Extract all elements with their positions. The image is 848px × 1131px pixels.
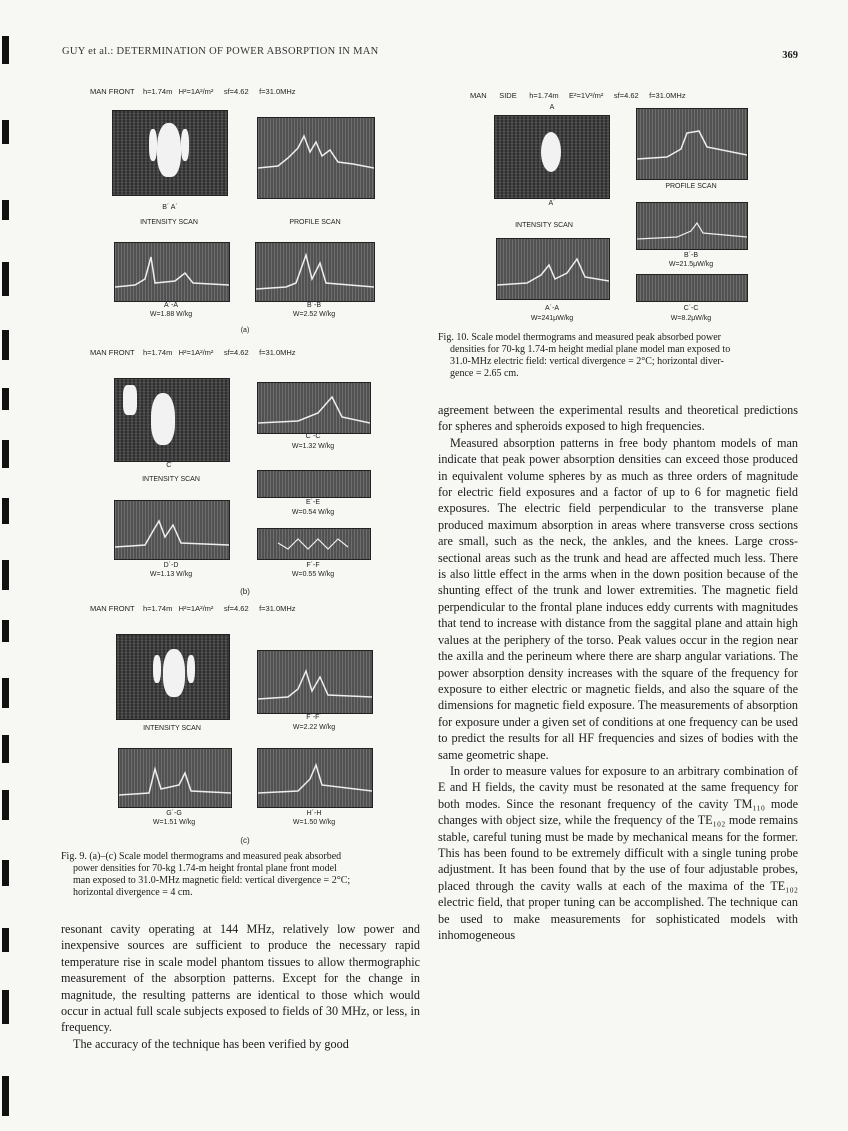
fig9c-intensity-thermogram [116,634,230,720]
fig9b-cc-value: W=1.32 W/kg [291,443,335,450]
fig10-a-bottom-label: A´ [548,200,556,207]
fig9a-bb-thermogram [255,242,375,302]
fig9b-ee-value: W=0.54 W/kg [291,509,335,516]
fig9c-intensity-label: INTENSITY SCAN [143,725,201,732]
fig10-cc-thermogram [636,274,748,302]
paragraph: In order to measure values for exposure to an arbitrary combination of E and H fields, the cavity must be resonated at the same frequency for both modes. Since the resonant frequency of the cavity TM₁₁₀ mode changes with object size, while the frequency of the TE₁₀₂ mode remains stable, careful tuning must be made by mechanical means for the former. This has been found to be extremely difficult with a single tuning probe adjustment. It has been found that by the use of four adjustable probes, placed through the cavity walls at each of the maxima of the TE₁₀₂ electric field, that proper tuning can be accomplished. The technique can be used to make measurements for sophisticated models with inhomogeneous [438,763,798,942]
fig9c-hh-value: W=1.50 W/kg [292,819,336,826]
fig9c-header: MAN FRONT h=1.74m H²=1A²/m² sf=4.62 f=31.0MHz [90,604,296,613]
fig9a-aa-value: W=1.88 W/kg [149,311,193,318]
paragraph: agreement between the experimental results and theoretical predictions for spheres and spheroids exposed to high frequencies. [438,403,798,434]
fig9c-ff-value: W=2.22 W/kg [292,724,336,731]
fig9c-gg-line: G´-G [166,810,182,817]
fig10-aa-line: A´-A [545,305,559,312]
fig9b-dd-thermogram [114,500,230,560]
fig10-aa-value: W=241μW/kg [530,315,574,322]
fig9a-ba-label: B´ A´ [162,204,178,211]
fig10-cc-line: C´-C [683,305,699,312]
page-number: 369 [782,50,798,61]
fig9a-panel-label: (a) [240,327,250,334]
fig10-header: MAN SIDE h=1.74m E²=1V²/m² sf=4.62 f=31.0MHz [470,91,686,100]
fig10-intensity-thermogram [494,115,610,199]
fig9a-intensity-thermogram [112,110,228,196]
fig9a-aa-thermogram [114,242,230,302]
fig9a-header: MAN FRONT h=1.74m H²=1A²/m² sf=4.62 f=31.0MHz [90,87,296,96]
fig9a-bb-line: B´-B [307,302,321,309]
fig9a-bb-value: W=2.52 W/kg [292,311,336,318]
fig9c-panel-label: (c) [240,836,250,845]
fig9b-cc-line: C´-C [305,433,321,440]
fig9b-ff-thermogram [257,528,371,560]
fig9b-dd-line: D´-D [163,562,179,569]
running-head: GUY et al.: DETERMINATION OF POWER ABSORPTION IN MAN [62,46,379,57]
figure-10-caption: Fig. 10. Scale model thermograms and measured peak absorbed power densities for 70-kg 1.74-m height medial plane model man exposed to 31.0-MHz electric field: vertical divergence = 2°C; horizontal diver- gence = 2.65 cm. [438,332,731,379]
fig9c-ff-line: F´-F´ [306,714,322,721]
fig9a-aa-line: A´-A [164,302,178,309]
fig9b-header: MAN FRONT h=1.74m H²=1A²/m² sf=4.62 f=31.0MHz [90,348,296,357]
fig9b-ee-line: E´-E [306,499,320,506]
right-column-text [438,402,798,943]
fig9a-intensity-label: INTENSITY SCAN [140,219,198,226]
fig10-a-top-label: A [549,104,555,111]
fig9c-hh-thermogram [257,748,373,808]
fig10-bb-value: W=21.5μW/kg [668,261,714,268]
fig9b-dd-value: W=1.13 W/kg [149,571,193,578]
fig10-intensity-label: INTENSITY SCAN [515,222,573,229]
fig9b-intensity-thermogram [114,378,230,462]
fig10-aa-thermogram [496,238,610,300]
paragraph: Measured absorption patterns in free body phantom models of man indicate that peak power absorption densities can exceed those produced in equivalent volume spheres by as much as three orders of magnitude for electric field exposures and a factor of up to 6 for magnetic field exposures. The electric field perpendicular to the transverse plane produced maximum absorption in areas where transverse cross sections are small, such as the neck, the ankles, and the knees. Large cross-sectional areas such as the trunk and head are affected much less. There is also little effect in the arms when in the down position because of the shunting effect of the trunk and lower extremities. The magnetic field perpendicular to the frontal plane induces eddy currents with magnitudes that tend to increase with distance from the saggital plane and attain high values at the periphery of the torso. Peak values occur in the region near the axilla and the perineum where there are sharp angular variations. The power absorption density increases with the square of the frequency for exposure to either electric or magnetic fields, and also the square of the dimensions for magnetic field exposure. The measurements of absorption for exposure under a given set of conditions at one frequency can be used to predict the results for all HF frequencies and sizes of bodies with the same geometric shape. [438,435,798,762]
fig9c-ff-thermogram [257,650,373,714]
fig9b-cc-thermogram [257,382,371,434]
fig10-profile-label: PROFILE SCAN [665,183,717,190]
paragraph: The accuracy of the technique has been verified by good [73,1036,349,1051]
fig9c-gg-thermogram [118,748,232,808]
fig9c-hh-line: H´-H [306,810,322,817]
fig9b-ff-value: W=0.55 W/kg [291,571,335,578]
fig9b-ee-thermogram [257,470,371,498]
fig10-cc-value: W=8.2μW/kg [670,315,712,322]
fig10-bb-line: B´-B [684,252,698,259]
left-column-text [61,921,420,1052]
fig9b-c-label: C´ [166,462,174,469]
fig9b-ff-line: F´-F [306,562,320,569]
fig9b-panel-label: (b) [240,587,250,596]
fig9a-profile-thermogram [257,117,375,199]
figure-9-caption: Fig. 9. (a)–(c) Scale model thermograms and measured peak absorbed power densities for 70-kg 1.74-m height frontal plane front model man exposed to 31.0-MHz magnetic field: vertical divergence = 2°C; horizontal divergence = 4 cm. [61,851,351,898]
fig10-profile-thermogram [636,108,748,180]
fig9c-gg-value: W=1.51 W/kg [152,819,196,826]
fig10-bb-thermogram [636,202,748,250]
fig9a-profile-label: PROFILE SCAN [289,219,341,226]
fig9b-intensity-label: INTENSITY SCAN [142,476,200,483]
paragraph: resonant cavity operating at 144 MHz, relatively low power and inexpensive sources are sufficient to produce the necessary rapid temperature rise in scale model phantom tissues to allow thermographic measurement of the absorption patterns. Except for the change in magnitude, the resulting patterns are identical to those which would occur in actual full scale subjects exposed to fields of 30 MHz, or less, in frequency. [61,922,420,1035]
